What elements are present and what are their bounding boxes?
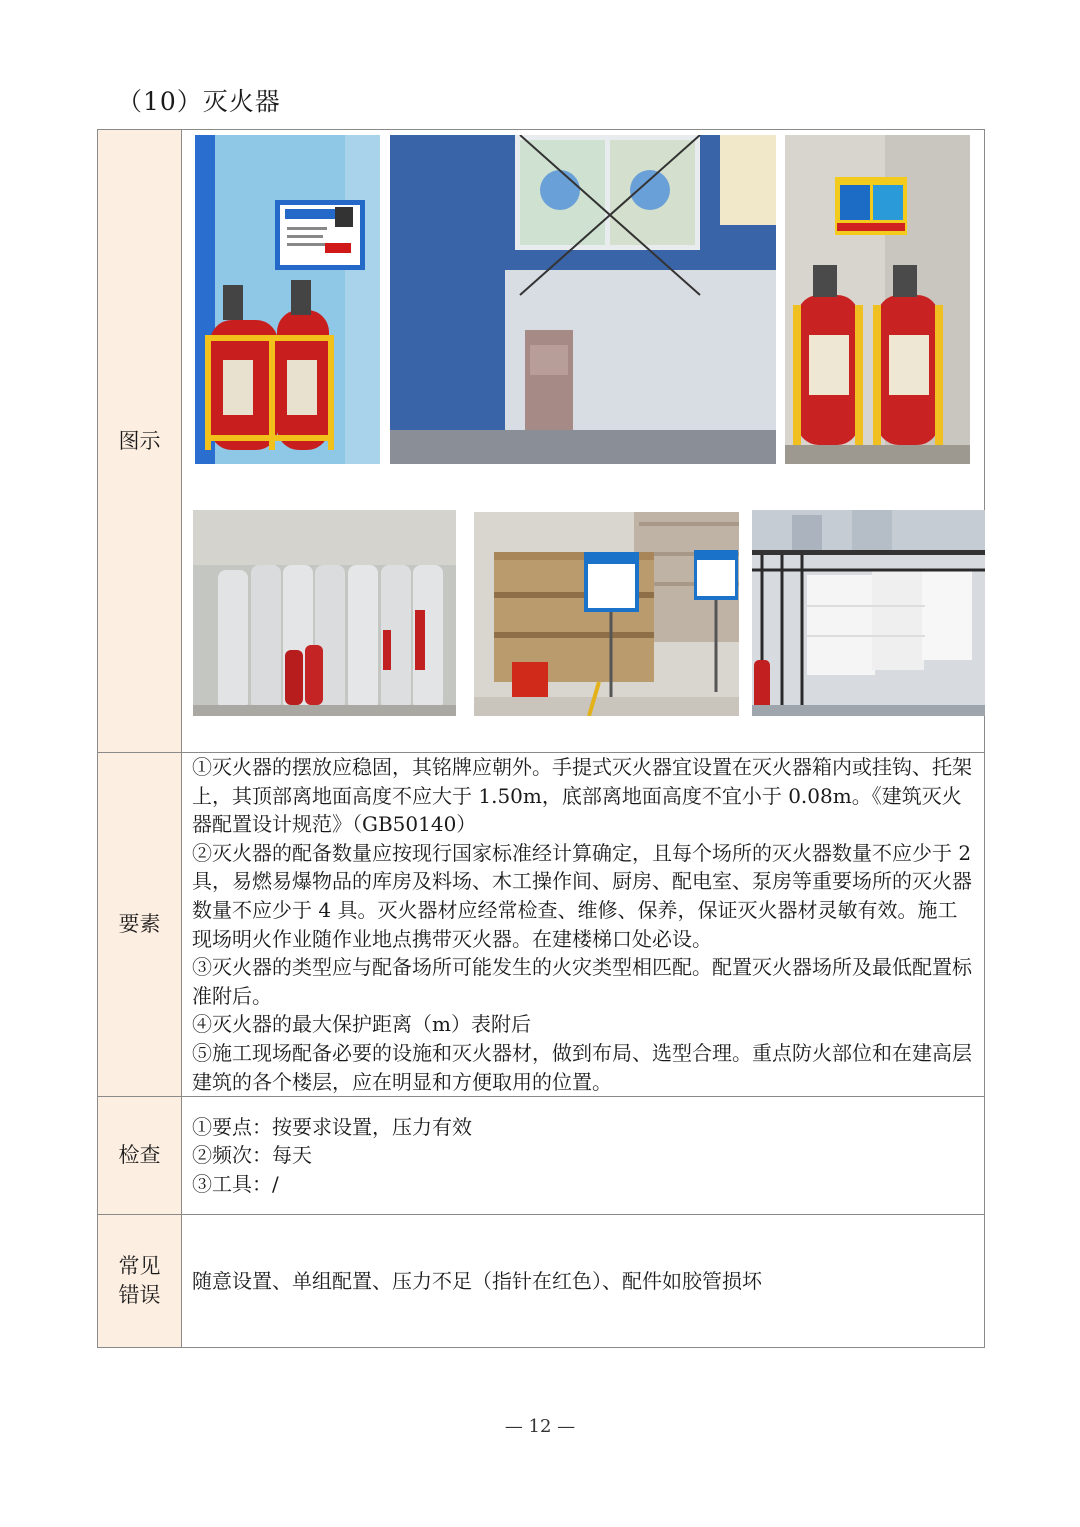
figure-row: [98, 130, 985, 753]
photo-timber-storage: [474, 512, 739, 716]
figure-cell: [182, 130, 985, 753]
photo-extinguisher-box: [390, 135, 776, 464]
elements-row: [98, 753, 985, 1097]
element-item-3: ③灭火器的类型应与配备场所可能发生的火灾类型相匹配。配置灭火器场所及最低配置标准附后。: [192, 955, 972, 1008]
figure-label: 图示: [98, 130, 182, 753]
element-item-5: ⑤施工现场配备必要的设施和灭火器材，做到布局、选型合理。重点防火部位和在建高层建筑的各个楼层，应在明显和方便取用的位置。: [192, 1040, 972, 1094]
photo-board-storage: [752, 510, 985, 716]
element-item-4: ④灭火器的最大保护距离（m）表附后: [192, 1012, 531, 1037]
elements-cell: [182, 753, 985, 1097]
section-heading: （10）灭火器: [117, 87, 281, 116]
errors-label: [98, 1215, 182, 1348]
errors-cell: [182, 1215, 985, 1348]
check-item-1: ①要点：按要求设置，压力有效: [192, 1114, 472, 1139]
errors-text: 随意设置、单组配置、压力不足（指针在红色）、配件如胶管损坏: [192, 1268, 762, 1293]
check-row: [98, 1097, 985, 1215]
check-item-2: ②频次：每天: [192, 1143, 312, 1168]
check-label: 检查: [98, 1097, 182, 1215]
elements-label: 要素: [98, 753, 182, 1097]
element-item-1: ①灭火器的摆放应稳固，其铭牌应朝外。手提式灭火器宜设置在灭火器箱内或挂钩、托架上，其顶部离地面高度不应大于 1.50m，底部离地面高度不宜小于 0.08m。《建筑灭火器配置设计规范》（GB50140）: [192, 755, 972, 837]
check-cell: [182, 1097, 985, 1215]
check-item-3: ③工具：/: [192, 1171, 279, 1196]
errors-row: [98, 1215, 985, 1348]
photo-pipe-storage: [193, 510, 456, 716]
errors-label-line2: 错误: [118, 1283, 161, 1308]
info-table: [97, 129, 985, 1348]
photo-corner-extinguishers: [785, 135, 970, 464]
errors-label-line1: 常见: [118, 1254, 161, 1279]
photo-wall-mounted-extinguishers: [195, 135, 380, 464]
page-number: — 12 —: [504, 1416, 576, 1437]
element-item-2: ②灭火器的配备数量应按现行国家标准经计算确定，且每个场所的灭火器数量不应少于 2 具，易燃易爆物品的库房及料场、木工操作间、厨房、配电室、泵房等重要场所的灭火器数量不应少于 4 具。灭火器材应经常检查、维修、保养，保证灭火器材灵敏有效。施工现场明火作业随作业地点携带灭火器。在建楼梯口处必设。: [192, 840, 972, 951]
